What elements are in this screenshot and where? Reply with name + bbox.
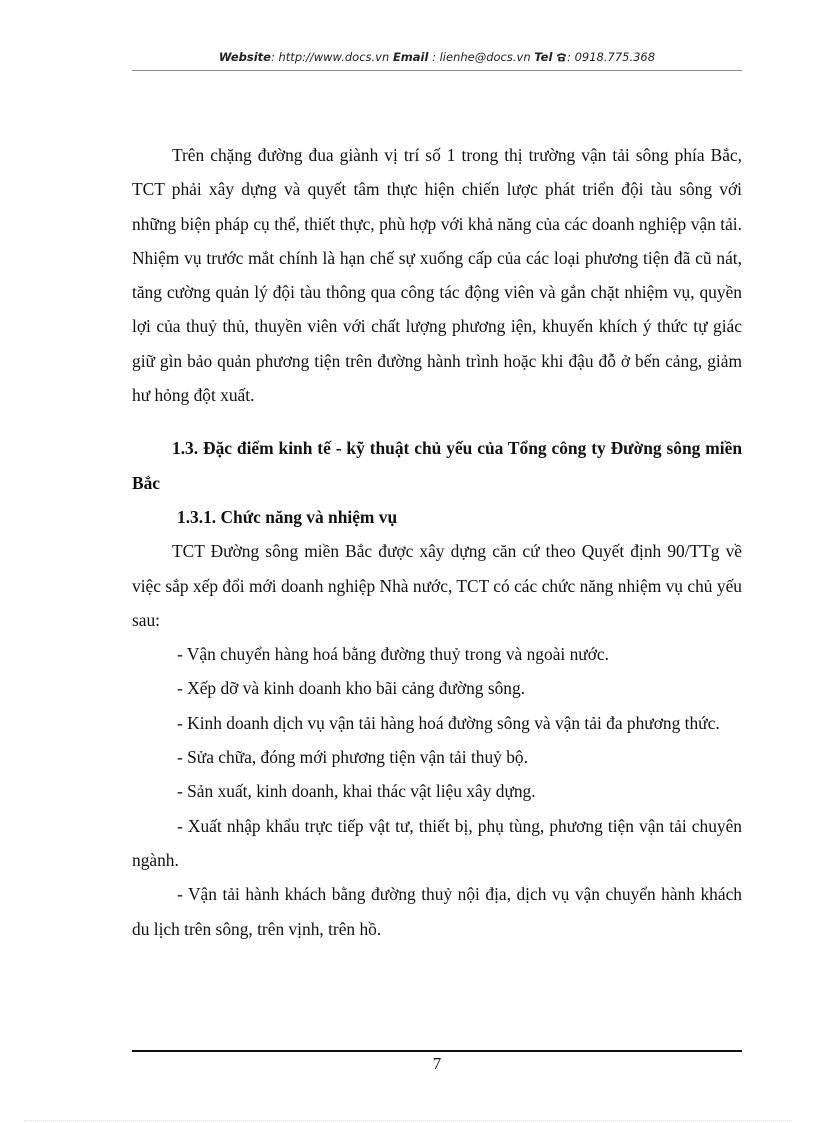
section-heading: 1.3. Đặc điểm kinh tế - kỹ thuật chủ yếu của Tổng công ty Đường sông miền Bắc (132, 438, 742, 493)
website-label: Website (218, 50, 271, 64)
footer-divider (132, 1050, 742, 1052)
tel-value: : 0918.775.368 (567, 50, 656, 64)
function-item: - Kinh doanh dịch vụ vận tải hàng hoá đường sông và vận tải đa phương thức. (177, 712, 720, 733)
function-item: - Xếp dỡ và kinh doanh kho bãi cảng đường sông. (177, 678, 526, 699)
subsection-heading: 1.3.1. Chức năng và nhiệm vụ (177, 506, 398, 527)
email-label: Email (392, 50, 429, 64)
function-item: - Vận tải hành khách bằng đường thuỷ nội địa, dịch vụ vận chuyển hành khách du lịch trên sông, trên vịnh, trên hồ. (132, 884, 742, 939)
page-number: 7 (432, 1054, 442, 1073)
intro-paragraph: Trên chặng đường đua giành vị trí số 1 trong thị trường vận tải sông phía Bắc, TCT phải xây dựng và quyết tâm thực hiện chiến lược phát triển đội tàu sông với những biện pháp cụ thể, thiết thực, phù hợp với khả năng của các doanh nghiệp vận tải. Nhiệm vụ trước mắt chính là hạn chế sự xuống cấp của các loại phương tiện đã cũ nát, tăng cường quản lý đội tàu thông qua công tác động viên và gắn chặt nhiệm vụ, quyền lợi của thuỷ thủ, thuyền viên với chất lượng phương iện, khuyến khích ý thức tự giác giữ gìn bảo quản phương tiện trên đường hành trình hoặc khi đậu đỗ ở bến cảng, giảm hư hỏng đột xuất. (132, 145, 742, 406)
function-item: - Sản xuất, kinh doanh, khai thác vật liệu xây dựng. (177, 781, 536, 802)
header-divider (132, 70, 742, 71)
phone-icon (556, 52, 567, 62)
function-item: - Vận chuyển hàng hoá bằng đường thuỷ trong và ngoài nước. (177, 644, 609, 665)
page-header (132, 50, 742, 64)
tel-label: Tel (534, 50, 553, 64)
page-edge (24, 1120, 792, 1121)
website-value: : http://www.docs.vn (270, 50, 390, 64)
email-value: : lienhe@docs.vn (432, 50, 531, 64)
document-body (132, 138, 742, 946)
functions-intro-paragraph: TCT Đường sông miền Bắc được xây dựng căn cứ theo Quyết định 90/TTg về việc sắp xếp đổi mới doanh nghiệp Nhà nước, TCT có các chức năng nhiệm vụ chủ yếu sau: (132, 541, 742, 630)
function-item: - Xuất nhập khẩu trực tiếp vật tư, thiết bị, phụ tùng, phương tiện vận tải chuyên ngành. (132, 815, 742, 870)
function-item: - Sửa chữa, đóng mới phương tiện vận tải thuỷ bộ. (177, 747, 528, 768)
